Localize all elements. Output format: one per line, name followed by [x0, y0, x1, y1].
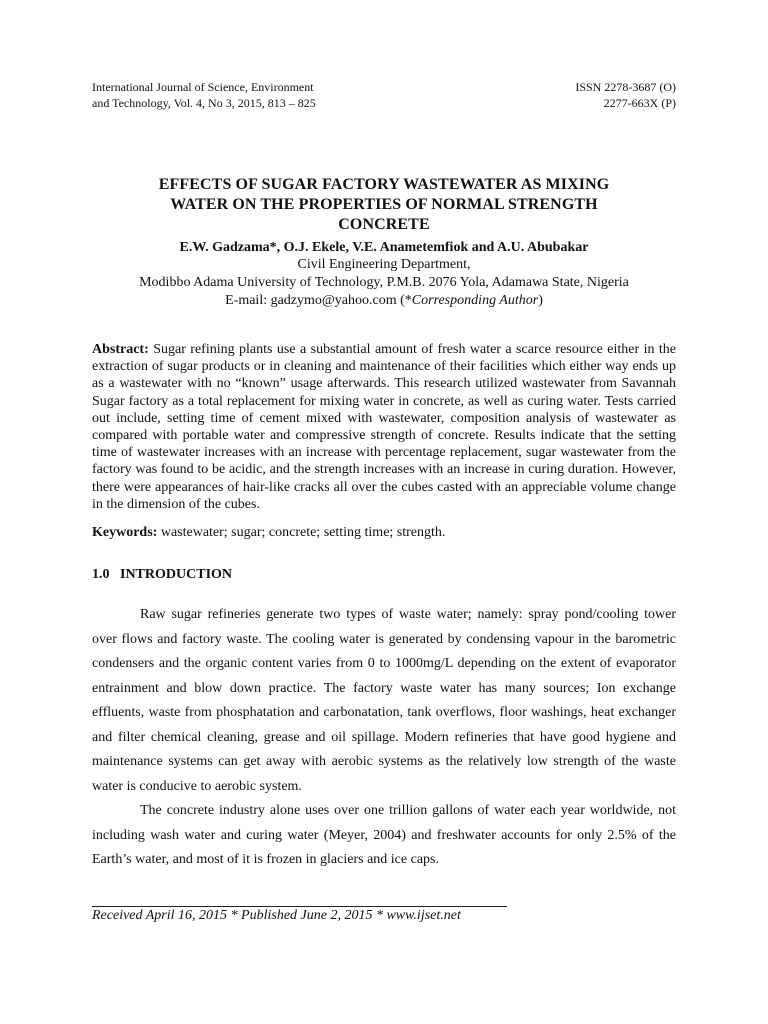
paper-title-line3: CONCRETE: [338, 216, 430, 233]
body-text: [92, 603, 676, 873]
body-paragraph-2: The concrete industry alone uses over one trillion gallons of water each year worldwide, not including wash water and curing water (Meyer, 2004) and freshwater accounts for only 2.5% of the Earth’s water, and most of it is frozen in glaciers and ice caps.: [92, 803, 676, 867]
abstract: [92, 341, 676, 513]
issn-block: [575, 79, 676, 111]
section-title: INTRODUCTION: [120, 567, 233, 582]
section-number: 1.0: [92, 567, 110, 582]
email-prefix: E-mail: gadzymo@yahoo.com (*: [225, 293, 412, 308]
paper-title-line1: EFFECTS OF SUGAR FACTORY WASTEWATER AS MIXING: [158, 176, 610, 193]
author-list: E.W. Gadzama*, O.J. Ekele, V.E. Anametemfiok and A.U. Abubakar: [179, 240, 589, 255]
issn-print: 2277-663X (P): [603, 96, 676, 110]
keywords-text: wastewater; sugar; concrete; setting time; strength.: [157, 525, 446, 540]
abstract-text: Sugar refining plants use a substantial amount of fresh water a scarce resource either in the extraction of sugar products or in cleaning and maintenance of their facilities which either way ends up as a wastewater with no “known” usage afterwards. This research utilized wastewater from Savannah Sugar factory as a total replacement for mixing water in concrete, as well as curing water. Tests carried out include, setting time of cement mixed with wastewater, composition analysis of wastewater as compared with portable water and compressive strength of concrete. Results indicate that the setting time of wastewater increases with an increase with percentage replacement, sugar wastewater from the factory was found to be acidic, and the strength increases with an increase in curing duration. However, there were appearances of hair-like cracks all over the cubes casted with an appreciable volume change in the dimension of the cubes.: [92, 342, 676, 512]
affiliation-institution: Modibbo Adama University of Technology, P.M.B. 2076 Yola, Adamawa State, Nigeria: [139, 275, 629, 290]
affiliation-email: [92, 292, 676, 310]
keywords: [92, 524, 676, 541]
body-paragraph-1: Raw sugar refineries generate two types of waste water; namely: spray pond/cooling tower over flows and factory waste. The cooling water is generated by condensing vapour in the barometric condensers and the organic content varies from 0 to 1000mg/L depending on the extent of evaporator entrainment and blow down practice. The factory waste water has many sources; Ion exchange effluents, waste from phosphatation and carbonatation, tank overflows, floor washings, heat exchanger and filter chemical cleaning, grease and oil spillage. Modern refineries that have good hygiene and maintenance systems can get away with aerobic systems as the relatively low strength of the waste water is conducive to aerobic system.: [92, 607, 676, 794]
journal-citation-line2: and Technology, Vol. 4, No 3, 2015, 813 – 825: [92, 96, 316, 110]
journal-citation: [92, 79, 316, 111]
affiliation-department: Civil Engineering Department,: [297, 257, 471, 272]
abstract-label: Abstract:: [92, 342, 149, 357]
paper-title: [92, 175, 676, 235]
affiliation-block: [92, 256, 676, 310]
section-heading: [92, 566, 232, 584]
issn-online: ISSN 2278-3687 (O): [575, 80, 676, 94]
email-suffix: ): [538, 293, 543, 308]
paper-title-line2: WATER ON THE PROPERTIES OF NORMAL STRENGTH: [170, 196, 598, 213]
publication-footer: Received April 16, 2015 * Published June 2, 2015 * www.ijset.net: [92, 908, 461, 923]
keywords-label: Keywords:: [92, 525, 158, 540]
corresponding-author-label: Corresponding Author: [411, 293, 539, 308]
journal-citation-line1: International Journal of Science, Environment: [92, 80, 314, 94]
